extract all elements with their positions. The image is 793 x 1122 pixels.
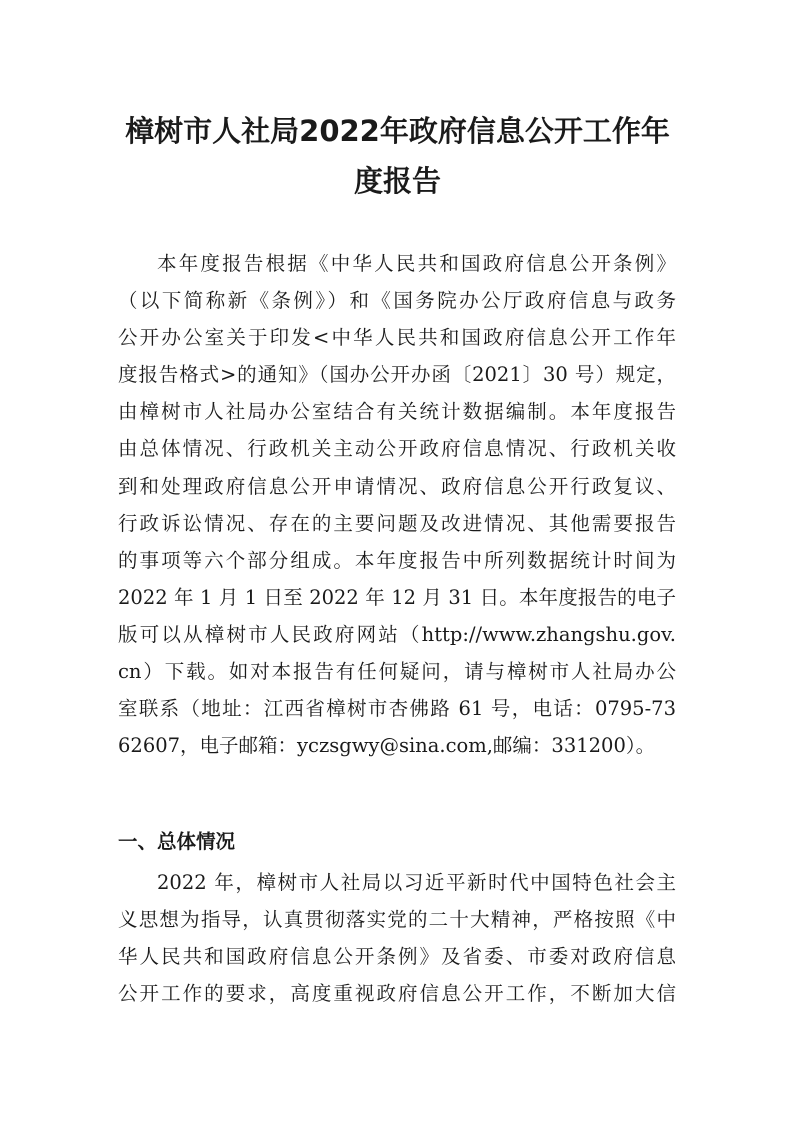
title-line: 樟树市人社局2022年政府信息公开工作年 (125, 114, 670, 148)
paragraph-line: cn）下载。如对本报告有任何疑问，请与樟树市人社局办公 (118, 660, 676, 684)
paragraph-line: 2022 年，樟树市人社局以习近平新时代中国特色社会主 (157, 871, 676, 894)
paragraph-line: 由樟树市人社局办公室结合有关统计数据编制。本年度报告 (118, 400, 676, 424)
paragraph-line: （以下简称新《条例》）和《国务院办公厅政府信息与政务 (118, 289, 676, 313)
paragraph-line: 公开办公室关于印发<中华人民共和国政府信息公开工作年 (118, 326, 676, 350)
paragraph-line: 到和处理政府信息公开申请情况、政府信息公开行政复议、 (118, 474, 676, 498)
paragraph-line: 度报告格式>的通知》（国办公开办函〔2021〕30 号）规定， (118, 363, 676, 387)
document-title (110, 106, 685, 206)
paragraph-line: 版可以从樟树市人民政府网站（http://www.zhangshu.gov. (118, 622, 676, 646)
paragraph-line: 室联系（地址：江西省樟树市杏佛路 61 号，电话：0795-73 (118, 697, 676, 721)
title-line: 度报告 (353, 164, 441, 198)
paragraph-line: 公开工作的要求，高度重视政府信息公开工作，不断加大信 (118, 982, 676, 1006)
section-heading: 一、总体情况 (118, 830, 236, 853)
paragraph-line: 的事项等六个部分组成。本年度报告中所列数据统计时间为 (118, 548, 676, 572)
paragraph-line: 行政诉讼情况、存在的主要问题及改进情况、其他需要报告 (118, 511, 676, 535)
paragraph-line: 62607，电子邮箱：yczsgwy@sina.com,邮编：331200）。 (118, 734, 656, 758)
paragraph-line: 由总体情况、行政机关主动公开政府信息情况、行政机关收 (118, 437, 676, 461)
paragraph-line: 华人民共和国政府信息公开条例》及省委、市委对政府信息 (118, 945, 676, 969)
paragraph-line: 本年度报告根据《中华人民共和国政府信息公开条例》 (157, 252, 676, 275)
paragraph-line: 2022 年 1 月 1 日至 2022 年 12 月 31 日。本年度报告的电子 (118, 585, 676, 609)
section-paragraph (118, 864, 676, 1012)
paragraph-line: 义思想为指导，认真贯彻落实党的二十大精神，严格按照《中 (118, 908, 676, 932)
intro-paragraph (118, 245, 676, 764)
